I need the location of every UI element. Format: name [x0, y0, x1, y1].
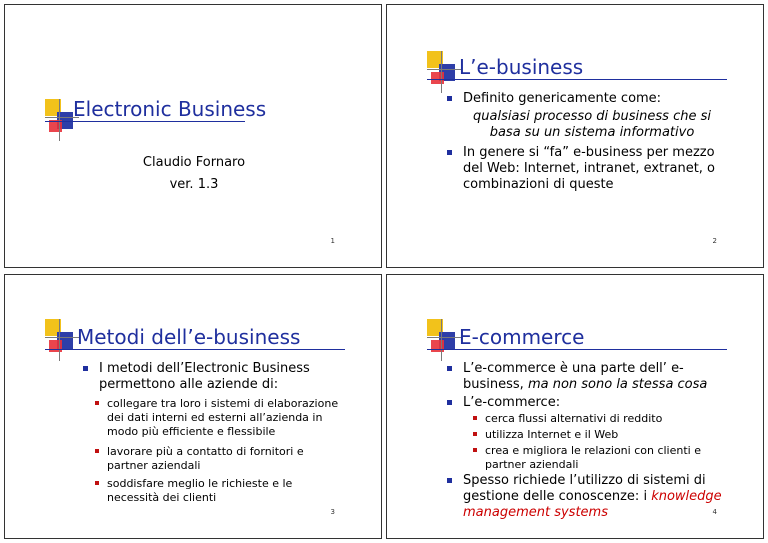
sub-bullet: lavorare più a contatto di fornitori e partner aziendali — [95, 445, 345, 473]
sub-bullet-icon — [95, 401, 99, 405]
slide-1 — [4, 4, 382, 268]
page-number: 3 — [330, 508, 335, 516]
slide-3 — [4, 274, 382, 539]
author: Claudio Fornaro — [142, 155, 246, 170]
sub-bullet-icon — [95, 481, 99, 485]
page-number: 2 — [712, 237, 717, 245]
definition-quote: qualsiasi processo di business che si basa su un sistema informativo — [473, 109, 711, 140]
sub-bullet: soddisfare meglio le richieste e le necessità dei clienti — [95, 477, 345, 505]
slide-2 — [386, 4, 764, 268]
title-rule — [427, 349, 727, 350]
slide-title: E-commerce — [459, 325, 585, 349]
version: ver. 1.3 — [169, 177, 219, 192]
bullet: Definito genericamente come: — [447, 91, 737, 107]
bullet-square-icon — [83, 366, 88, 371]
slide-logo-icon — [427, 319, 461, 361]
sub-bullet-icon — [473, 432, 477, 436]
bullet: L’e-commerce: — [447, 395, 737, 411]
sub-bullet: cerca flussi alternativi di reddito — [473, 412, 723, 426]
page-number: 4 — [712, 508, 717, 516]
bullet-square-icon — [447, 150, 452, 155]
slide-title: Metodi dell’e-business — [77, 325, 301, 349]
sub-bullet: utilizza Internet e il Web — [473, 428, 723, 442]
slide-logo-icon — [427, 51, 461, 93]
bullet: In genere si “fa” e-business per mezzo del Web: Internet, intranet, extranet, o combinazioni di queste — [447, 145, 737, 193]
title-rule — [45, 349, 345, 350]
sub-bullet: crea e migliora le relazioni con clienti e partner aziendali — [473, 444, 723, 472]
bullet-square-icon — [447, 96, 452, 101]
slide-logo-icon — [45, 319, 79, 361]
bullet-square-icon — [447, 366, 452, 371]
bullet-square-icon — [447, 400, 452, 405]
slide-4 — [386, 274, 764, 539]
sub-bullet-icon — [473, 448, 477, 452]
bullet: Spesso richiede l’utilizzo di sistemi di gestione delle conoscenze: i knowledge management systems — [447, 473, 727, 521]
slide-title: L’e-business — [459, 55, 584, 79]
page-number: 1 — [330, 237, 335, 245]
sub-bullet-icon — [473, 416, 477, 420]
sub-bullet-icon — [95, 449, 99, 453]
bullet: L’e-commerce è una parte dell’ e-business, ma non sono la stessa cosa — [447, 361, 737, 393]
sub-bullet: collegare tra loro i sistemi di elaborazione dei dati interni ed esterni all’azienda in modo più efficiente e flessibile — [95, 397, 345, 439]
bullet: I metodi dell’Electronic Business permettono alle aziende di: — [83, 361, 323, 393]
title-rule — [45, 121, 245, 122]
title-rule — [427, 79, 727, 80]
bullet-square-icon — [447, 478, 452, 483]
slide-title: Electronic Business — [73, 97, 267, 121]
